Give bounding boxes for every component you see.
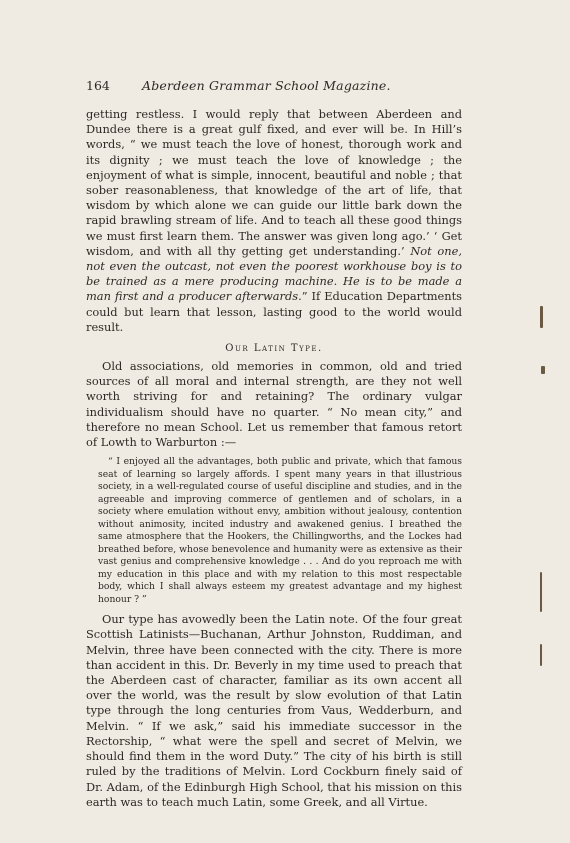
page-number: 164 (86, 78, 110, 93)
body-paragraph: Our type has avowedly been the Latin note. Of the four great Scottish Latinists—Buchanan, Arthur Johnston, Ruddiman, and Melvin, three have been connected with the city. There is more than accident in this. Dr. Beverly in my time used to preach that the Aberdeen cast of character, familiar as its own accent all over the world, was the result by slow evolution of that Latin type through the long centuries from Vaus, Wedderburn, and Melvin. “ If we ask,” said his immediate successor in the Rectorship, “ what were the spell and secret of Melvin, we should find them in the word Duty.” The city of his birth is still ruled by the traditions of Melvin. Lord Cockburn finely said of Dr. Adam, of the Edinburgh High School, that his mission on this earth was to teach much Latin, some Greek, and all Virtue. (86, 612, 462, 809)
running-title: Aberdeen Grammar School Magazine. (142, 78, 391, 93)
margin-mark (541, 366, 545, 374)
paragraph-text: ” If Education Departments could but learn that lesson, lasting good to the world would result. (86, 289, 462, 334)
section-heading: Our Latin Type. (225, 343, 323, 355)
block-quote: “ I enjoyed all the advantages, both public and private, which that famous seat of learning so largely affords. I spent many years in that illustrious society, in a well-regulated course of useful discipline and studies, and in the agreeable and improving commerce of gentlemen and of scholars, in a society where emulation without envy, ambition without jealousy, contention without animosity, incited industry and awakened genius. I breathed the same atmosphere that the Hookers, the Chillingworths, and the Lockes had breathed before, whose benevolence and humanity were as extensive as their vast genius and comprehensive knowledge . . . And do you reproach me with my education in this place and with my relation to this most respectable body, which I shall always esteem my greatest advantage and my highest honour ? ” (98, 456, 462, 605)
page-content (86, 78, 462, 810)
paragraph-text: getting restless. I would reply that between Aberdeen and Dundee there is a great gulf fixed, and ever will be. In Hill’s words, “ we must teach the love of honest, thorough work and its dignity ; we must teach the love of knowledge ; the enjoyment of what is simple, innocent, beautiful and noble ; that sober reasonableness, that knowledge of the art of life, that wisdom by which alone we can guide our little bark down the rapid brawling stream of life. And to teach all these good things we must first learn them. The answer was given long ago.’ ‘ Get wisdom, and with all thy getting get understanding.’ (86, 107, 462, 258)
body-paragraph (86, 107, 462, 335)
margin-mark (540, 644, 542, 666)
margin-mark (540, 306, 543, 328)
body-paragraph: Old associations, old memories in common, old and tried sources of all moral and internal strength, are they not well worth striving for and retaining? The ordinary vulgar individualism should have no quarter. “ No mean city,” and therefore no mean School. Let us remember that famous retort of Lowth to Warburton :— (86, 359, 462, 450)
italic-passage: Not one, not even the outcast, not even the poorest workhouse boy is to be trained as a mere producing machine. He is to be made a man first and a producer afterwards. (86, 243, 462, 304)
margin-mark (540, 572, 542, 612)
page-header (86, 78, 462, 93)
